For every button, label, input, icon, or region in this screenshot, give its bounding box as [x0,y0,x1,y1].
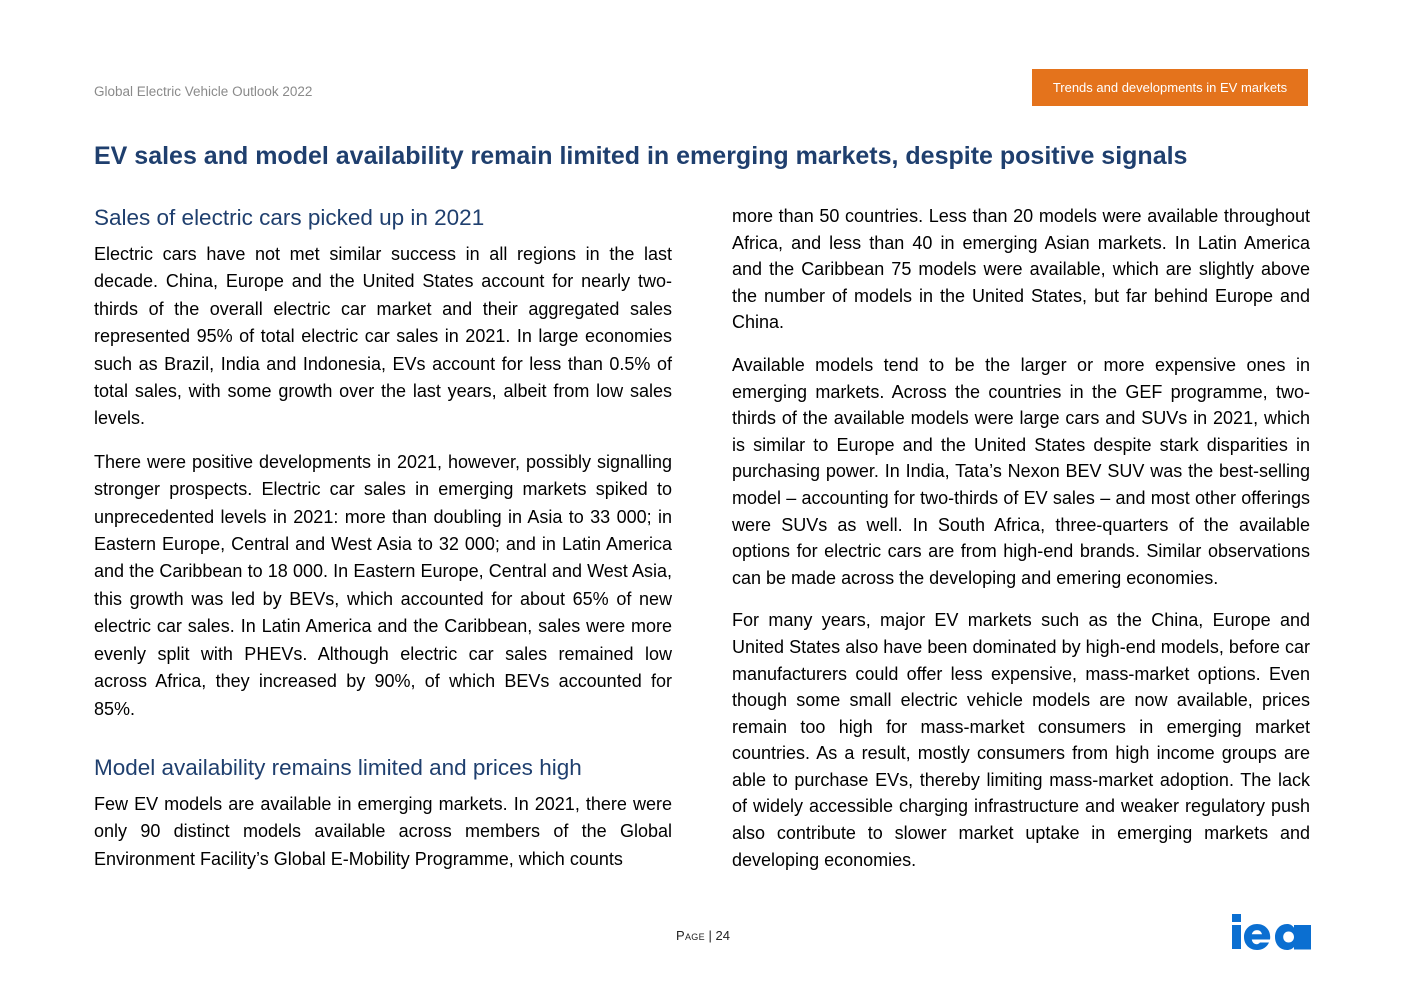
page-title: EV sales and model availability remain limited in emerging markets, despite positive signals [94,142,1188,170]
page-separator: | [708,928,712,943]
report-title: Global Electric Vehicle Outlook 2022 [94,84,313,99]
paragraph-countries-models: more than 50 countries. Less than 20 models were available throughout Africa, and less than 40 in emerging Asian markets. In Latin America and the Caribbean 75 models were available, which are slightly above the number of models in the United States, but far behind Europe and China. [732,206,1310,333]
paragraph-high-end-models: For many years, major EV markets such as the China, Europe and United States also have been dominated by high-end models, before car manufacturers could offer less expensive, mass-market options. Even though some small electric vehicle models are now available, prices remain too high for mass-market consumers in emerging market countries. As a result, mostly consumers from high income groups are able to purchase EVs, thereby limiting mass-market adoption. The lack of widely accessible charging infrastructure and weaker regulatory push also contribute to slower market uptake in emerging markets and developing economies. [732,610,1310,870]
page-label: Page [676,928,705,943]
section-heading-model-availability: Model availability remains limited and prices high [94,754,582,780]
paragraph-positive-developments: There were positive developments in 2021, however, possibly signalling stronger prospects. Electric car sales in emerging markets spiked to unprecedented levels in 2021: more than doubling in Asia to 33 000; in Eastern Europe, Central and West Asia to 32 000; and in Latin America and the Caribbean to 18 000. In Eastern Europe, Central and West Asia, this growth was led by BEVs, which accounted for about 65% of new electric car sales. In Latin America and the Caribbean, sales were more evenly split with PHEVs. Although electric car sales remained low across Africa, they increased by 90%, of which BEVs accounted for 85%. [94,451,672,719]
paragraph-sales-overview: Electric cars have not met similar success in all regions in the last decade. China, Europe and the United States account for nearly two-thirds of the overall electric car market and their aggregated sales represented 95% of total electric car sales in 2021. In large economies such as Brazil, India and Indonesia, EVs account for less than 0.5% of total sales, with some growth over the last years, albeit from low sales levels. [94,244,672,429]
paragraph-few-models: Few EV models are available in emerging markets. In 2021, there were only 90 distinct models available across members of the Global Environment Facility’s Global E-Mobility Programme, which counts [94,793,672,869]
left-column [94,203,672,889]
iea-logo-icon [1231,914,1311,950]
paragraph-larger-models: Available models tend to be the larger or more expensive ones in emerging markets. Across the countries in the GEF programme, two-thirds of the available models were large cars and SUVs in 2021, which is similar to Europe and the United States despite stark disparities in purchasing power. In India, Tata’s Nexon BEV SUV was the best-selling model – accounting for two-thirds of EV sales – and most other offerings were SUVs as well. In South Africa, three-quarters of the available options for electric cars are from high-end brands. Similar observations can be made across the developing and emering economies. [732,354,1310,588]
page-number [676,928,730,943]
section-heading-sales: Sales of electric cars picked up in 2021 [94,205,485,230]
section-tag: Trends and developments in EV markets [1032,69,1308,106]
page-number-value: 24 [715,928,730,943]
right-column [732,203,1310,889]
